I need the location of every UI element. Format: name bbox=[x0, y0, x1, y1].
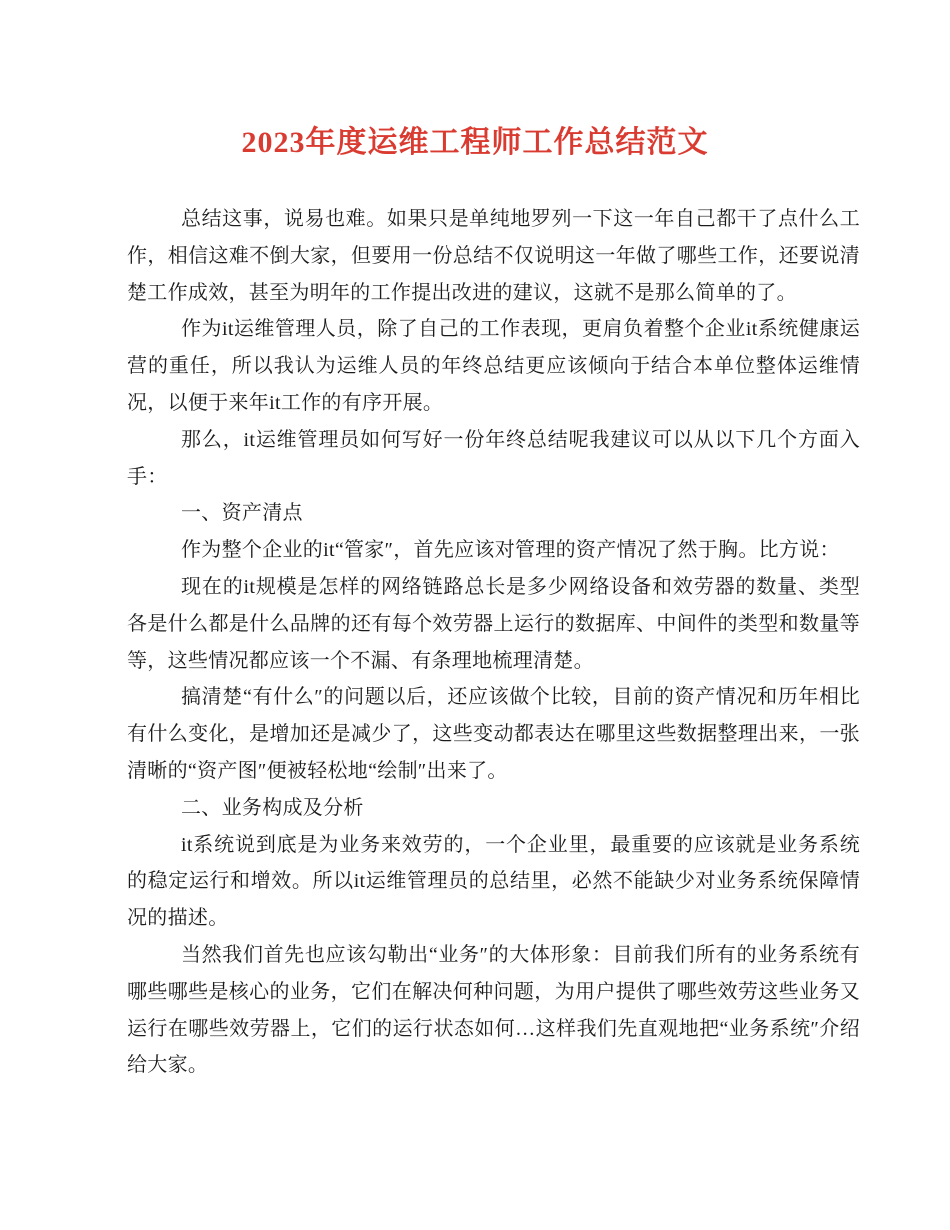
section-heading: 一、资产清点 bbox=[181, 502, 303, 525]
paragraph: 总结这事，说易也难。如果只是单纯地罗列一下这一年自己都干了点什么工作，相信这难不倒大家，但要用一份总结不仅说明这一年做了哪些工作，还要说清楚工作成效，甚至为明年的工作提出改进的建议，这就不是那么简单的了。 bbox=[127, 208, 860, 304]
section-heading: 二、业务构成及分析 bbox=[181, 796, 364, 819]
paragraph: 那么，it运维管理员如何写好一份年终总结呢我建议可以从以下几个方面入手： bbox=[127, 428, 860, 488]
paragraph: 作为整个企业的it“管家″，首先应该对管理的资产情况了然于胸。比方说： bbox=[181, 539, 840, 562]
paragraph: 作为it运维管理人员，除了自己的工作表现，更肩负着整个企业it系统健康运营的重任，所以我认为运维人员的年终总结更应该倾向于结合本单位整体运维情况，以便于来年it工作的有序开展。 bbox=[127, 318, 860, 414]
paragraph: 现在的it规模是怎样的网络链路总长是多少网络设备和效劳器的数量、类型各是什么都是什么品牌的还有每个效劳器上运行的数据库、中间件的类型和数量等等，这些情况都应该一个不漏、有条理地梳理清楚。 bbox=[127, 575, 860, 672]
document-body bbox=[127, 201, 860, 1084]
paragraph: 搞清楚“有什么″的问题以后，还应该做个比较，目前的资产情况和历年相比有什么变化，是增加还是减少了，这些变动都表达在哪里这些数据整理出来，一张清晰的“资产图″便被轻松地“绘制″出来了。 bbox=[127, 686, 860, 782]
paragraph: 当然我们首先也应该勾勒出“业务″的大体形象：目前我们所有的业务系统有哪些哪些是核心的业务，它们在解决何种问题，为用户提供了哪些效劳这些业务又运行在哪些效劳器上，它们的运行状态如何…这样我们先直观地把“业务系统″介绍给大家。 bbox=[127, 943, 860, 1077]
paragraph: it系统说到底是为业务来效劳的，一个企业里，最重要的应该就是业务系统的稳定运行和增效。所以it运维管理员的总结里，必然不能缺少对业务系统保障情况的描述。 bbox=[127, 833, 860, 930]
document-title: 2023年度运维工程师工作总结范文 bbox=[241, 126, 709, 159]
